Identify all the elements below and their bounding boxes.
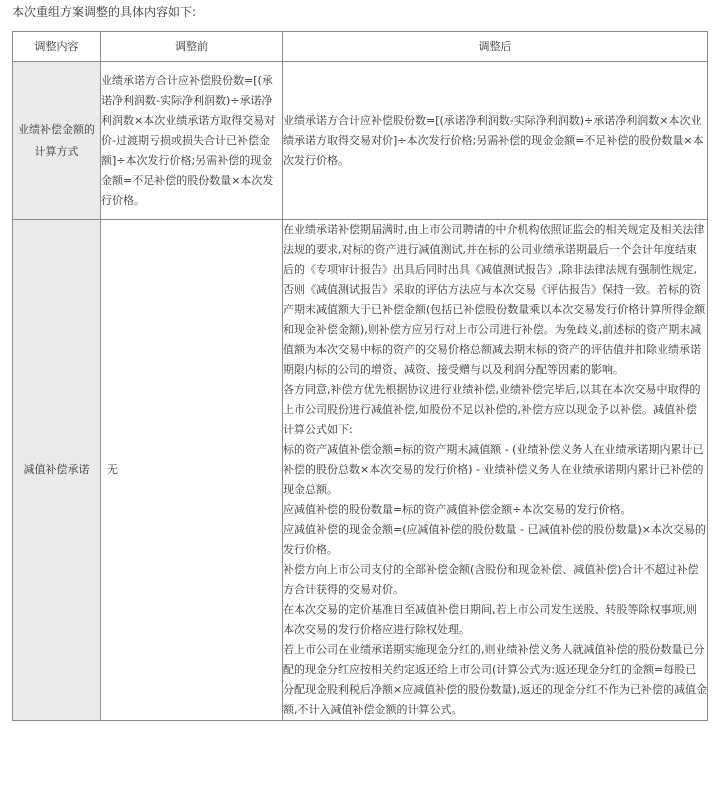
after-paragraph: 各方同意,补偿方优先根据协议进行业绩补偿,业绩补偿完毕后,以其在本次交易中取得的上市公司股份进行减值补偿,如股份不足以补偿的,补偿方应以现金予以补偿。减值补偿计算公式如下: <box>283 383 701 436</box>
after-paragraph: 若上市公司在业绩承诺期实施现金分红的,则业绩补偿义务人就减值补偿的股份数量已分配的现金分红应按相关约定返还给上市公司(计算公式为:返还现金分红的金额=每股已分配现金股利税后净额×应减值补偿的股份数量),返还的现金分红不作为已补偿的减值金额,不计入减值补偿金额的计算公式。 <box>283 643 708 716</box>
table-header-row <box>13 32 708 62</box>
after-paragraph: 应减值补偿的股份数量=标的资产减值补偿金额÷本次交易的发行价格。 <box>283 503 632 516</box>
after-paragraph: 应减值补偿的现金金额=(应减值补偿的股份数量 - 已减值补偿的股份数量)×本次交易的发行价格。 <box>283 523 706 556</box>
row-after-paragraphs <box>283 220 708 721</box>
table-row <box>13 62 708 220</box>
row-before-text: 无 <box>101 220 283 721</box>
header-before: 调整前 <box>101 32 283 62</box>
row-label-compensation-calculation: 业绩补偿金额的计算方式 <box>13 62 101 220</box>
adjustment-table <box>12 31 708 721</box>
after-paragraph: 在本次交易的定价基准日至减值补偿日期间,若上市公司发生送股、转股等除权事项,则本次交易的发行价格应进行除权处理。 <box>283 603 697 636</box>
after-paragraph: 在业绩承诺补偿期届满时,由上市公司聘请的中介机构依照证监会的相关规定及相关法律法规的要求,对标的资产进行减值测试,并在标的公司业绩承诺期最后一个会计年度结束后的《专项审计报告》出具后同时出具《减值测试报告》,除非法律法规有强制性规定,否则《减值测试报告》采取的评估方法应与本次交易《评估报告》保持一致。若标的资产期末减值额大于已补偿金额(包括已补偿股份数量乘以本次交易发行价格计算所得金额和现金补偿金额),则补偿方应另行对上市公司进行补偿。为免歧义,前述标的资产期末减值额为本次交易中标的资产的交易价格总额减去期末标的资产的评估值并扣除业绩承诺期限内标的公司的增资、减资、接受赠与以及利润分配等因素的影响。 <box>283 223 706 376</box>
header-adjust-content: 调整内容 <box>13 32 101 62</box>
header-after: 调整后 <box>283 32 708 62</box>
intro-text: 本次重组方案调整的具体内容如下: <box>12 5 197 19</box>
row-before-text: 业绩承诺方合计应补偿股份数=[(承诺净利润数-实际净利润数)÷承诺净利润数×本次业绩承诺方取得交易对价-过渡期亏损或损失合计已补偿金额]÷本次发行价格;另需补偿的现金金额=不足补偿的股份数量×本次发行价格。 <box>101 62 283 220</box>
table-row <box>13 220 708 721</box>
after-paragraph: 标的资产减值补偿金额=标的资产期末减值额 - (业绩补偿义务人在业绩承诺期内累计已补偿的股份总数×本次交易的发行价格) - 业绩补偿义务人在业绩承诺期内累计已补偿的现金总额。 <box>283 443 704 496</box>
after-paragraph: 补偿方向上市公司支付的全部补偿金额(含股份和现金补偿、减值补偿)合计不超过补偿方合计获得的交易对价。 <box>283 563 699 596</box>
row-label-impairment-commitment: 减值补偿承诺 <box>13 220 101 721</box>
row-after-text: 业绩承诺方合计应补偿股份数=[(承诺净利润数-实际净利润数)÷承诺净利润数×本次业绩承诺方取得交易对价]÷本次发行价格;另需补偿的现金金额=不足补偿的股份数量×本次发行价格。 <box>283 62 708 220</box>
